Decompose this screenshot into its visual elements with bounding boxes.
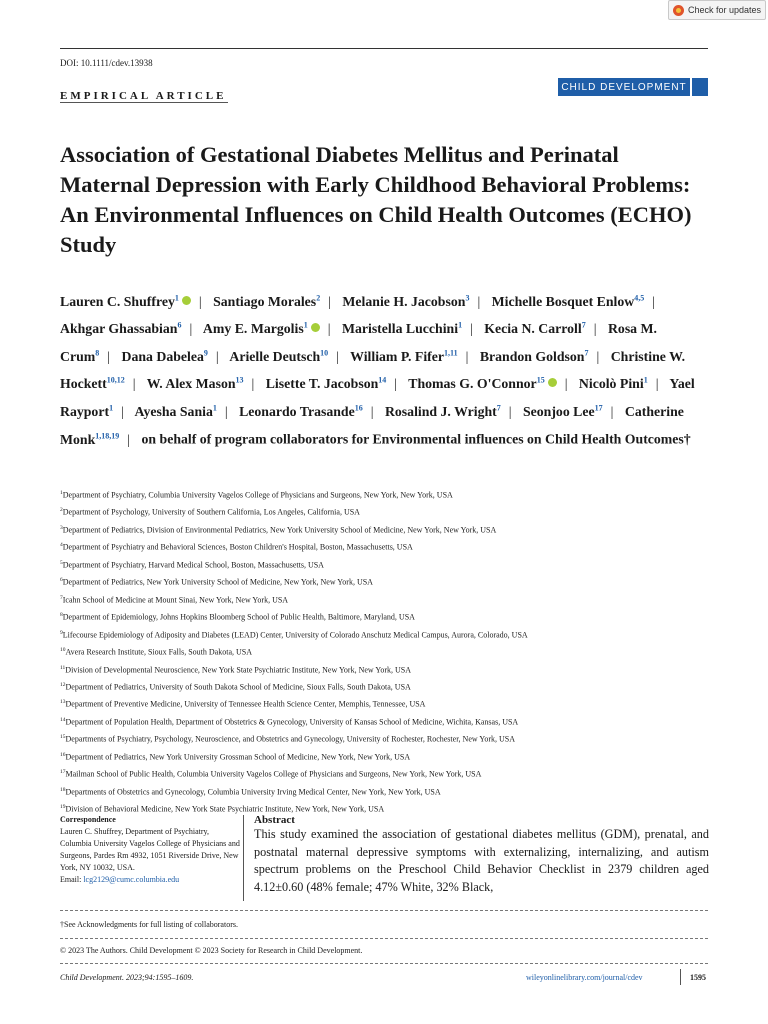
author-separator: | [215,348,219,364]
author [60,294,191,309]
author-separator: | [224,403,228,419]
affiliation-text: Department of Preventive Medicine, University of Tennessee Health Science Center, Memphis, Tennessee, USA [65,700,426,710]
author-separator: | [327,321,331,337]
affiliation [60,608,710,625]
author-separator: | [652,293,655,309]
author-affiliation-ref[interactable]: 1 [212,403,217,413]
email-link[interactable]: lcg2129@cumc.columbia.edu [83,875,180,884]
author-affiliation-ref[interactable]: 14 [378,375,387,385]
affiliation [60,695,710,712]
author [121,349,207,364]
author-name: Thomas G. O'Connor [408,376,537,392]
author-name: Lisette T. Jacobson [265,376,379,392]
author-name: Melanie H. Jacobson [342,293,466,309]
affiliation-number: 13 [60,699,66,706]
author-affiliation-ref[interactable]: 7 [584,348,589,358]
author-affiliation-ref[interactable]: 2 [316,293,321,302]
author-name: Christine W. Hockett [60,348,686,392]
abstract [254,814,709,896]
copyright: © 2023 The Authors. Child Development © 2023 Society for Research in Child Development. [60,946,363,955]
author-name: Nicolò Pini [578,376,644,392]
author-affiliation-ref[interactable]: 10 [320,348,329,358]
author-name: Yael Rayport [60,376,695,419]
author-name: W. Alex Mason [146,376,236,392]
affiliation-number: 19 [60,804,66,811]
affiliation [60,643,710,660]
author-name: Santiago Morales [213,293,317,309]
author-name: Dana Dabelea [121,348,204,364]
author-affiliation-ref[interactable]: 16 [354,403,363,413]
author-separator: | [508,403,512,419]
affiliation-number: 4 [60,542,63,549]
author-affiliation-ref[interactable]: 10,12 [106,375,125,385]
affiliation [60,713,710,730]
affiliation-number: 16 [60,751,66,758]
correspondence [60,814,240,886]
affiliation-text: Department of Pediatrics, University of South Dakota School of Medicine, Sioux Falls, South Dakota, USA [65,682,411,692]
affiliation-number: 1 [60,490,63,496]
author-affiliation-ref[interactable]: 9 [203,348,208,358]
check-for-updates-label: Check for updates [688,5,762,15]
author-separator: | [251,376,255,392]
page-number-rule [680,969,681,985]
affiliation-number: 9 [60,629,63,636]
affiliation-text: Department of Epidemiology, Johns Hopkins Bloomberg School of Public Health, Baltimore, Maryland, USA [62,612,415,622]
correspondence-heading: Correspondence [60,815,116,824]
author-name: Lauren C. Shuffrey [60,293,175,309]
affiliation-number: 15 [60,734,66,741]
affiliation-text: Department of Population Health, Department of Obstetrics & Gynecology, University of Kansas School of Medicine, Wichita, Kansas, USA [65,717,519,727]
affiliation-text: Department of Psychiatry, Columbia University Vagelos College of Physicians and Surgeons, New York, New York, USA [62,490,453,500]
author [492,294,645,309]
author-separator: | [370,403,374,419]
affiliation-number: 7 [60,594,63,601]
author-affiliation-ref[interactable]: 7 [581,320,586,330]
author [484,321,585,336]
author [142,432,691,447]
author-name: Rosalind J. Wright [384,403,497,419]
author-name: Kecia N. Carroll [484,321,582,337]
affiliation [60,538,710,555]
author [203,321,320,336]
copyright-rule [60,938,708,939]
author-affiliation-ref[interactable]: 7 [496,403,501,413]
author-affiliation-ref[interactable]: 1 [458,320,463,330]
collaborators-footnote: †See Acknowledgments for full listing of collaborators. [60,920,238,929]
abstract-heading: Abstract [254,814,295,826]
author [579,376,648,391]
journal-badge-label: CHILD DEVELOPMENT [558,78,690,96]
author-name: Arielle Deutsch [229,348,321,364]
affiliation-number: 2 [60,507,63,514]
affiliation-list [60,486,710,818]
author [350,349,457,364]
affiliation-text: Departments of Obstetrics and Gynecology, Columbia University Irving Medical Center, New York, New York, USA [65,787,441,797]
author-separator: | [470,321,473,337]
affiliation-number: 12 [60,681,66,688]
author-name: Maristella Lucchini [341,321,459,337]
correspondence-text: Lauren C. Shuffrey, Department of Psychiatry, Columbia University Vagelos College of Physicians and Surgeons, Pardes Rm 4932, 1051 Riverside Drive, New York, NY 10032, USA. [60,827,240,872]
author-separator: | [198,293,202,309]
affiliation [60,783,710,800]
author-separator: | [593,321,597,337]
author-affiliation-ref[interactable]: 8 [95,348,100,358]
affiliation-text: Departments of Psychiatry, Psychology, Neuroscience, and Obstetrics and Gynecology, University of Rochester, Rochester, New York, USA [65,735,515,744]
affiliation-number: 6 [60,577,63,584]
affiliation-number: 8 [60,612,63,619]
author-name: on behalf of program collaborators for Environmental influences on Child Health Outcomes† [141,431,691,447]
author [60,321,181,336]
author-affiliation-ref[interactable]: 1 [174,293,179,302]
affiliation [60,626,710,643]
author-name: Rosa M. Crum [60,321,658,364]
author-name: Amy E. Margolis [202,321,304,337]
author-affiliation-ref[interactable]: 15 [536,375,545,385]
affiliation [60,573,710,590]
author [147,376,244,391]
author-name: Akhgar Ghassabian [60,321,178,337]
author-separator: | [477,293,481,309]
author [229,349,328,364]
author-affiliation-ref[interactable]: 1 [643,375,648,385]
affiliation-text: Department of Psychiatry and Behavioral Sciences, Boston Children's Hospital, Boston, Massachusetts, USA [62,543,413,553]
author-affiliation-ref[interactable]: 6 [177,320,182,330]
doi: DOI: 10.1111/cdev.13938 [60,58,153,68]
author [523,404,603,419]
author-name: Michelle Bosquet Enlow [491,293,635,309]
page-number: 1595 [690,973,706,982]
affiliation [60,486,710,503]
crossmark-icon [673,5,684,16]
abstract-rule [243,815,244,901]
affiliation-text: Division of Behavioral Medicine, New York State Psychiatric Institute, New York, New York, USA [65,804,385,814]
author-affiliation-ref[interactable]: 13 [235,375,244,385]
citation: Child Development. 2023;94:1595–1609. [60,973,194,982]
author-name: Seonjoo Lee [522,403,595,419]
affiliation-text: Department of Psychology, University of Southern California, Los Angeles, California, USA [62,508,360,518]
author-list [60,286,710,452]
affiliation [60,591,710,608]
orcid-icon[interactable] [311,323,320,332]
author-affiliation-ref[interactable]: 1,18,19 [95,430,120,440]
affiliation-number: 14 [60,716,66,723]
author-affiliation-ref[interactable]: 1,11 [444,348,458,358]
affiliation-text: Department of Pediatrics, New York University Grossman School of Medicine, New York, New York, USA [65,752,411,762]
abstract-text: This study examined the association of gestational diabetes mellitus (GDM), prenatal, and postnatal maternal depressive symptoms with externalizing, internalizing, and autism spectrum problems on the Preschool Child Behavior Checklist in 2379 children aged 4.12±0.60 (48% female; 47% White, 32% Black, [254,827,709,894]
author [408,376,556,391]
author-name: Brandon Goldson [479,348,585,364]
affiliation-text: Icahn School of Medicine at Mount Sinai, New York, New York, USA [62,595,289,605]
author-separator: | [564,376,568,392]
author-affiliation-ref[interactable]: 1 [109,403,114,413]
author-separator: | [328,293,331,309]
affiliation [60,748,710,765]
affiliation-text: Lifecourse Epidemiology of Adiposity and Diabetes (LEAD) Center, University of Colorado Anschutz Medical Campus, Aurora, Colorado, USA [62,630,528,640]
author-affiliation-ref[interactable]: 4,5 [634,293,645,302]
author [266,376,387,391]
author [239,404,363,419]
affiliation [60,678,710,695]
author-separator: | [127,431,131,447]
author-affiliation-ref[interactable]: 1 [303,320,308,330]
author-separator: | [189,321,193,337]
affiliation [60,521,710,538]
orcid-icon[interactable] [182,296,191,305]
affiliation [60,765,710,782]
author [385,404,501,419]
affiliation [60,556,710,573]
author-separator: | [121,403,124,419]
affiliation-number: 5 [60,559,63,566]
affiliation [60,661,710,678]
author-name: Leonardo Trasande [239,403,355,419]
author [213,294,320,309]
footnote-rule [60,910,708,911]
author-separator: | [655,376,659,392]
affiliation-text: Division of Developmental Neuroscience, New York State Psychiatric Institute, New York, New York, USA [65,665,412,675]
author-separator: | [465,348,469,364]
author-separator: | [107,348,111,364]
affiliation [60,503,710,520]
journal-badge [558,78,708,96]
author-name: Catherine Monk [60,403,684,447]
journal-badge-side [692,78,708,96]
affiliation-text: Avera Research Institute, Sioux Falls, South Dakota, USA [65,647,252,657]
author-name: Ayesha Sania [134,403,213,419]
check-for-updates-button[interactable] [668,0,766,20]
affiliation-text: Mailman School of Public Health, Columbia University Vagelos College of Physicians and Surgeons, New York, New York, USA [65,769,482,779]
section-label: EMPIRICAL ARTICLE [60,90,227,102]
email-label: Email: [60,875,84,884]
author [342,294,469,309]
affiliation-number: 18 [60,786,66,793]
author-name: William P. Fifer [350,348,445,364]
affiliation-number: 11 [60,664,66,671]
affiliation [60,730,710,747]
article-title: Association of Gestational Diabetes Mellitus and Perinatal Maternal Depression with Early Childhood Behavioral Problems: An Environmental Influences on Child Health Outcomes (ECHO) Study [60,142,692,257]
orcid-icon[interactable] [548,378,557,387]
section-rule [60,102,228,103]
author-separator: | [610,403,614,419]
author-affiliation-ref[interactable]: 3 [465,293,470,302]
author-separator: | [336,348,339,364]
author [480,349,589,364]
author [135,404,217,419]
footer-rule [60,963,708,964]
author-separator: | [394,376,398,392]
affiliation-text: Department of Pediatrics, Division of Environmental Pediatrics, New York University School of Medicine, New York, New York, USA [62,525,497,535]
affiliation-number: 3 [60,524,63,531]
affiliation-number: 17 [60,769,66,776]
top-rule [60,48,708,49]
affiliation-text: Department of Pediatrics, New York University School of Medicine, New York, New York, USA [62,577,373,587]
author [342,321,462,336]
author-separator: | [596,348,600,364]
affiliation-number: 10 [60,647,66,654]
author-separator: | [132,376,136,392]
author-affiliation-ref[interactable]: 17 [594,403,603,413]
journal-url-link[interactable]: wileyonlinelibrary.com/journal/cdev [526,973,643,982]
affiliation-text: Department of Psychiatry, Harvard Medical School, Boston, Massachusetts, USA [62,560,324,570]
